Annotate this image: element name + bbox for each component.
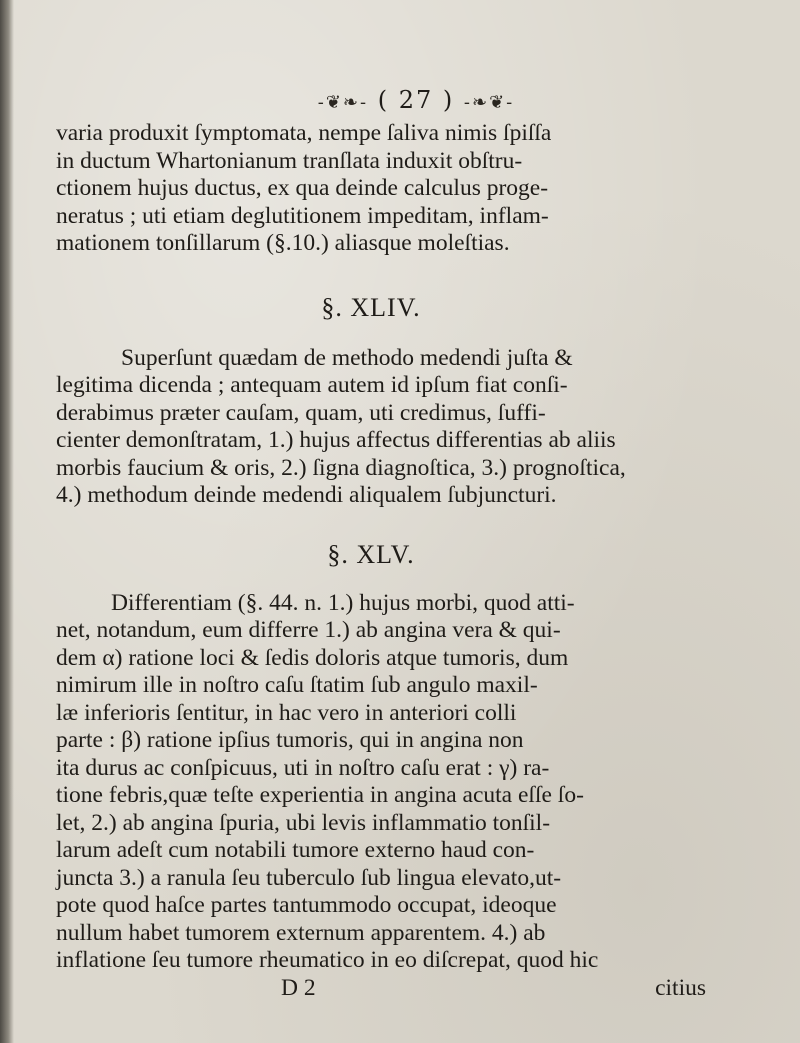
text-line: larum adeſt cum notabili tumore externo haud con- — [56, 837, 535, 863]
page-number: ( 27 ) — [377, 86, 455, 114]
text-line: varia produxit ſymptomata, nempe ſaliva nimis ſpiſſa — [56, 120, 552, 146]
text-line: legitima dicenda ; antequam autem id ipſum fiat conſi- — [56, 372, 568, 398]
text-line: inflatione ſeu tumore rheumatico in eo diſcrepat, quod hic — [56, 947, 599, 973]
text-line: cienter demonſtratam, 1.) hujus affectus differentias ab aliis — [56, 427, 616, 453]
header-ornament-left: -❦❧- — [317, 92, 369, 113]
paragraph-xliv — [56, 344, 776, 510]
text-line: morbis faucium & oris, 2.) ſigna diagnoſtica, 3.) prognoſtica, — [56, 454, 626, 481]
text-block — [56, 80, 776, 1002]
text-line: juncta 3.) a ranula ſeu tuberculo ſub lingua elevato,ut- — [56, 864, 562, 891]
text-line: neratus ; uti etiam deglutitionem impeditam, inflam- — [56, 202, 549, 229]
text-line: tione febris,quæ teſte experientia in angina acuta eſſe ſo- — [56, 782, 584, 808]
text-line: dem α) ratione loci & ſedis doloris atque tumoris, dum — [56, 644, 569, 671]
text-line: Superſunt quædam de methodo medendi juſta & — [121, 344, 573, 371]
text-line: mationem tonſillarum (§.10.) aliasque moleſtias. — [56, 230, 510, 256]
text-line: parte : β) ratione ipſius tumoris, qui in angina non — [56, 727, 524, 753]
page-header — [56, 80, 776, 120]
text-line: ita durus ac conſpicuus, uti in noſtro caſu erat : γ) ra- — [56, 754, 550, 781]
text-line: nimirum ille in noſtro caſu ſtatim ſub angulo maxil- — [56, 672, 538, 698]
paragraph-xlv — [56, 589, 776, 975]
text-line: pote quod haſce partes tantummodo occupat, ideoque — [56, 892, 557, 918]
text-line: let, 2.) ab angina ſpuria, ubi levis inflammatio tonſil- — [56, 809, 551, 836]
signature-mark: D 2 — [281, 974, 316, 1001]
page-binding-edge — [0, 0, 14, 1043]
section-heading-xlv: §. XLV. — [327, 539, 415, 569]
text-line: Differentiam (§. 44. n. 1.) hujus morbi, quod atti- — [111, 589, 575, 616]
section-heading-xliv: §. XLIV. — [321, 292, 421, 322]
paragraph-continuation — [56, 120, 776, 258]
text-line: læ inferioris ſentitur, in hac vero in anteriori colli — [56, 699, 517, 726]
text-line: 4.) methodum deinde medendi aliqualem ſubjuncturi. — [56, 482, 557, 508]
text-line: in ductum Whartonianum tranſlata induxit obſtru- — [56, 147, 523, 174]
catchword: citius — [655, 974, 706, 1001]
text-line: net, notandum, eum differre 1.) ab angina vera & qui- — [56, 617, 561, 643]
header-ornament-right: -❧❦- — [463, 92, 515, 113]
text-line: ctionem hujus ductus, ex qua deinde calculus proge- — [56, 175, 549, 201]
text-line: nullum habet tumorem externum apparentem. 4.) ab — [56, 919, 546, 946]
page-footer — [56, 975, 706, 1003]
text-line: derabimus præter cauſam, quam, uti credimus, ſuffi- — [56, 399, 546, 426]
